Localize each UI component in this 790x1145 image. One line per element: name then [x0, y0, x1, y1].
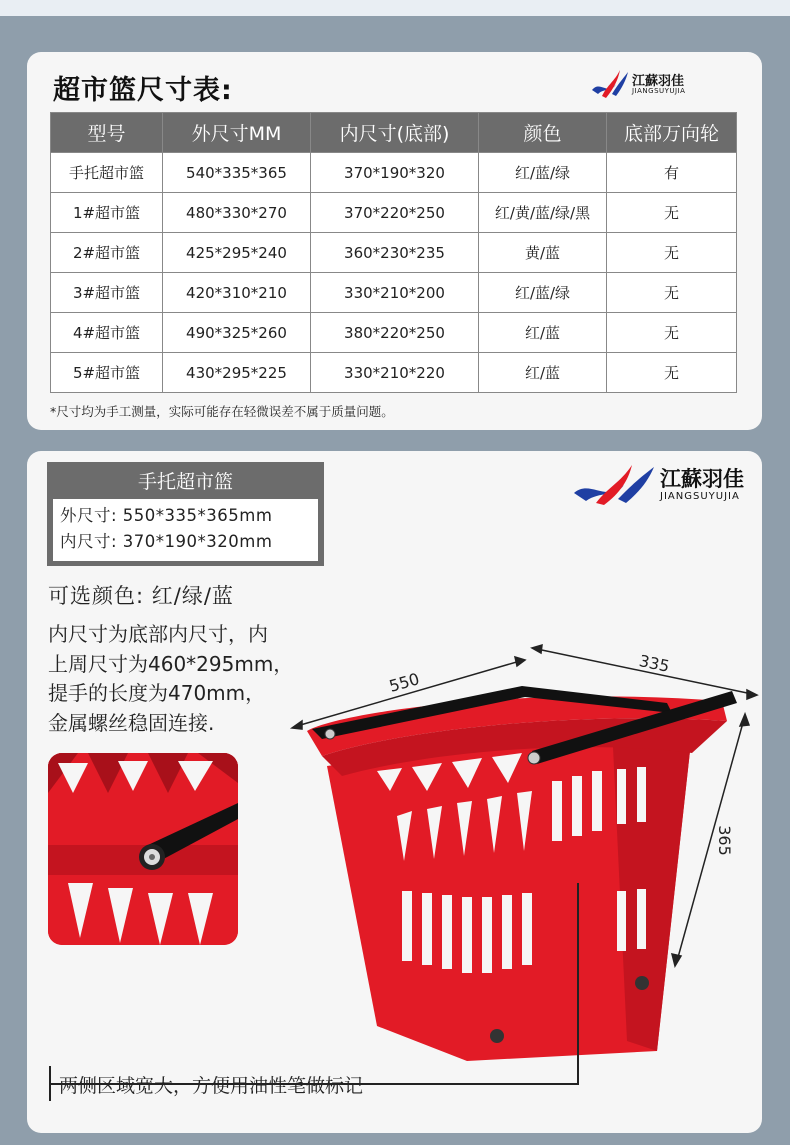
brand-name-en: JIANGSUYUJIA [660, 491, 740, 502]
cell-model: 2#超市篮 [51, 233, 163, 273]
size-table-card [27, 52, 762, 430]
cell-outer-size: 420*310*210 [163, 273, 311, 313]
top-strip [0, 0, 790, 16]
outer-size-text: 外尺寸: 550*335*365mm [60, 506, 273, 525]
dimension-length: 550 [386, 669, 422, 696]
cell-color: 红/蓝 [479, 313, 607, 353]
table-header-row [51, 113, 737, 153]
cell-outer-size: 490*325*260 [163, 313, 311, 353]
cell-inner-size: 330*210*220 [311, 353, 479, 393]
size-table-title: 超市篮尺寸表: [53, 75, 233, 106]
brand-name-en: JIANGSUYUJIA [632, 87, 686, 95]
desc-line: 金属螺丝稳固连接. [48, 710, 215, 735]
brand-swoosh-icon [590, 66, 630, 100]
brand-swoosh-icon [572, 461, 656, 507]
cell-color: 红/蓝/绿 [479, 153, 607, 193]
cell-outer-size: 425*295*240 [163, 233, 311, 273]
desc-line: 上周尺寸为460*295mm， [48, 651, 294, 676]
cell-model: 手托超市篮 [51, 153, 163, 193]
dimension-width: 335 [637, 651, 672, 676]
available-colors: 可选颜色: 红/绿/蓝 [48, 584, 234, 608]
cell-outer-size: 540*335*365 [163, 153, 311, 193]
product-title: 手托超市篮 [137, 471, 233, 493]
header-model: 型号 [51, 113, 163, 153]
product-detail-card [27, 451, 762, 1133]
basket-illustration [282, 631, 762, 1061]
brand-name-cn: 江蘇羽佳 [660, 467, 744, 491]
handle-closeup-image [48, 753, 238, 945]
dimension-height: 365 [714, 825, 734, 856]
desc-line: 提手的长度为470mm， [48, 681, 266, 705]
cell-inner-size: 380*220*250 [311, 313, 479, 353]
cell-color: 红/蓝/绿 [479, 273, 607, 313]
cell-color: 红/蓝 [479, 353, 607, 393]
cell-model: 5#超市篮 [51, 353, 163, 393]
inner-size-text: 内尺寸: 370*190*320mm [60, 532, 273, 551]
product-size-box [53, 499, 318, 561]
table-row [51, 313, 737, 353]
cell-inner-size: 370*190*320 [311, 153, 479, 193]
header-inner-size: 内尺寸(底部) [311, 113, 479, 153]
desc-line: 内尺寸为底部内尺寸，内 [48, 622, 268, 646]
cell-outer-size: 430*295*225 [163, 353, 311, 393]
cell-inner-size: 330*210*200 [311, 273, 479, 313]
cell-inner-size: 370*220*250 [311, 193, 479, 233]
product-info-box [47, 462, 324, 566]
table-row [51, 153, 737, 193]
cell-model: 3#超市篮 [51, 273, 163, 313]
measurement-note: *尺寸均为手工测量，实际可能存在轻微误差不属于质量问题。 [50, 404, 394, 419]
brand-logo [590, 66, 740, 102]
marking-area-callout: 两侧区域宽大，方便用油性笔做标记 [59, 1075, 364, 1097]
cell-model: 4#超市篮 [51, 313, 163, 353]
size-table [50, 112, 737, 393]
table-row [51, 193, 737, 233]
cell-caster: 有 [607, 153, 737, 193]
header-outer-size: 外尺寸MM [163, 113, 311, 153]
cell-caster: 无 [607, 273, 737, 313]
table-row [51, 233, 737, 273]
cell-caster: 无 [607, 313, 737, 353]
cell-inner-size: 360*230*235 [311, 233, 479, 273]
cell-caster: 无 [607, 353, 737, 393]
cell-caster: 无 [607, 233, 737, 273]
cell-outer-size: 480*330*270 [163, 193, 311, 233]
brand-name-cn: 江蘇羽佳 [632, 74, 685, 89]
cell-color: 黄/蓝 [479, 233, 607, 273]
header-color: 颜色 [479, 113, 607, 153]
callout-pointer-line [577, 883, 579, 1083]
header-caster: 底部万向轮 [607, 113, 737, 153]
cell-model: 1#超市篮 [51, 193, 163, 233]
table-row [51, 353, 737, 393]
callout-bracket [49, 1066, 51, 1101]
cell-color: 红/黄/蓝/绿/黑 [479, 193, 607, 233]
brand-logo-large [572, 461, 757, 509]
cell-caster: 无 [607, 193, 737, 233]
table-row [51, 273, 737, 313]
